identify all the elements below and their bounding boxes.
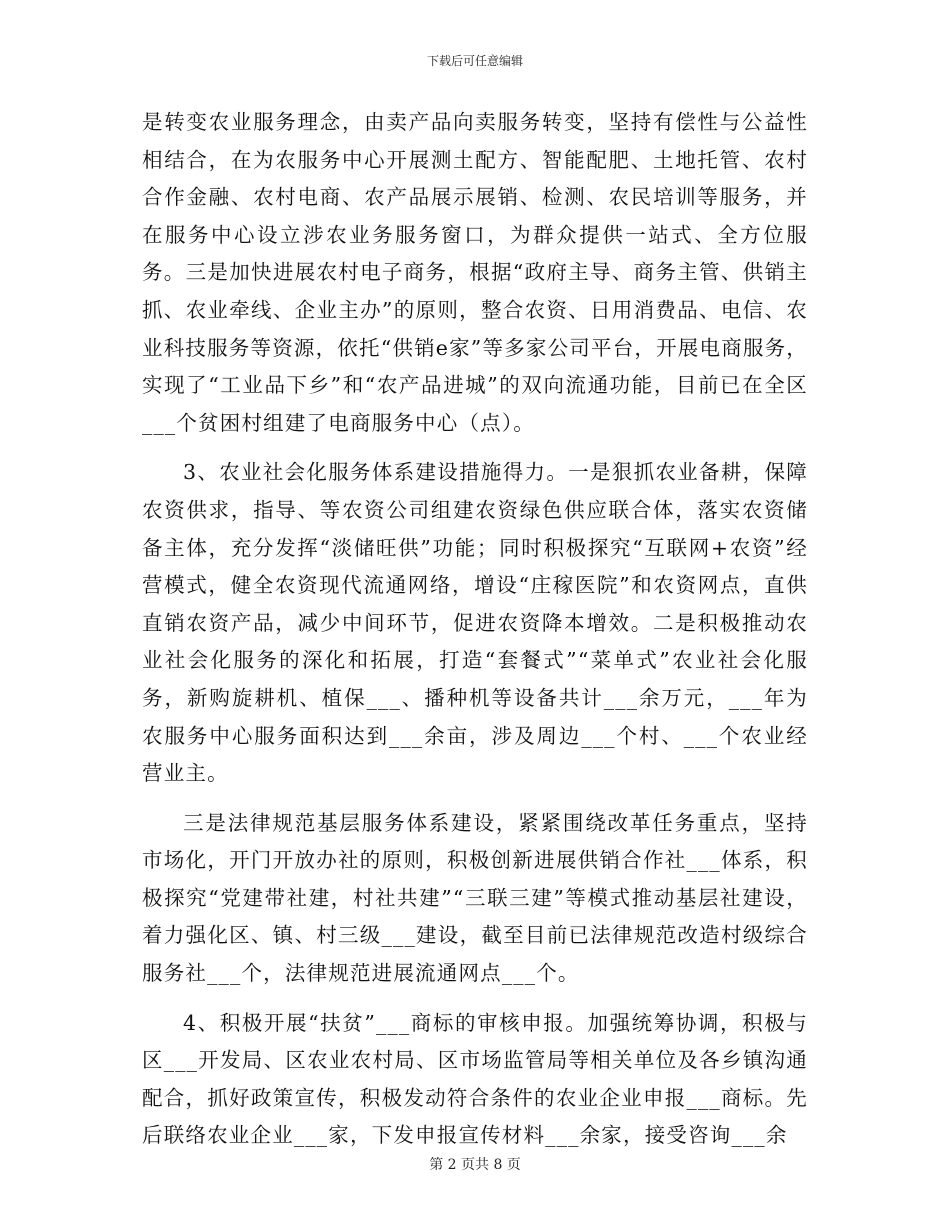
- page-number: 第 2 页共 8 页: [429, 1157, 521, 1173]
- paragraph-item-3: 3、农业社会化服务体系建设措施得力。一是狠抓农业备耕，保障农资供求，指导、等农资公司组建农资绿色供应联合体，落实农资储备主体，充分发挥“淡储旺供”功能；同时积极探究“互联网+农资”经营模式，健全农资现代流通网络，增设“庄稼医院”和农资网点，直供直销农资产品，减少中间环节，促进农资降本增效。二是积极推动农业社会化服务的深化和拓展，打造“套餐式”“菜单式”农业社会化服务，新购旋耕机、植保___、播种机等设备共计___余万元，___年为农服务中心服务面积达到___余亩，涉及周边___个村、___个农业经营业主。: [142, 460, 808, 786]
- paragraph-item-3-part-3: 三是法律规范基层服务体系建设，紧紧围绕改革任务重点，坚持市场化，开门开放办社的原则，积极创新进展供销合作社___体系，积极探究“党建带社建，村社共建”“三联三建”等模式推动基层社建设，着力强化区、镇、村三级___建设，截至目前已法律规范改造村级综合服务社___个，法律规范进展流通网点___个。: [142, 810, 808, 986]
- paragraph-item-4: 4、积极开展“扶贫”___商标的审核申报。加强统筹协调，积极与区___开发局、区农业农村局、区市场监管局等相关单位及各乡镇沟通配合，抓好政策宣传，积极发动符合条件的农业企业申报___商标。先后联络农业企业___家，下发申报宣传材料___余家，接受咨询___余: [142, 1010, 808, 1148]
- document-body: [142, 104, 808, 1155]
- header-edit-note: 下载后可任意编辑: [426, 54, 523, 68]
- paragraph-continuation: 是转变农业服务理念，由卖产品向卖服务转变，坚持有偿性与公益性相结合，在为农服务中心开展测土配方、智能配肥、土地托管、农村合作金融、农村电商、农产品展示展销、检测、农民培训等服务，并在服务中心设立涉农业务服务窗口，为群众提供一站式、全方位服务。三是加快进展农村电子商务，根据“政府主导、商务主管、供销主抓、农业牵线、企业主办”的原则，整合农资、日用消费品、电信、农业科技服务等资源，依托“供销e家”等多家公司平台，开展电商服务，实现了“工业品下乡”和“农产品进城”的双向流通功能，目前已在全区___个贫困村组建了电商服务中心（点）。: [142, 110, 808, 435]
